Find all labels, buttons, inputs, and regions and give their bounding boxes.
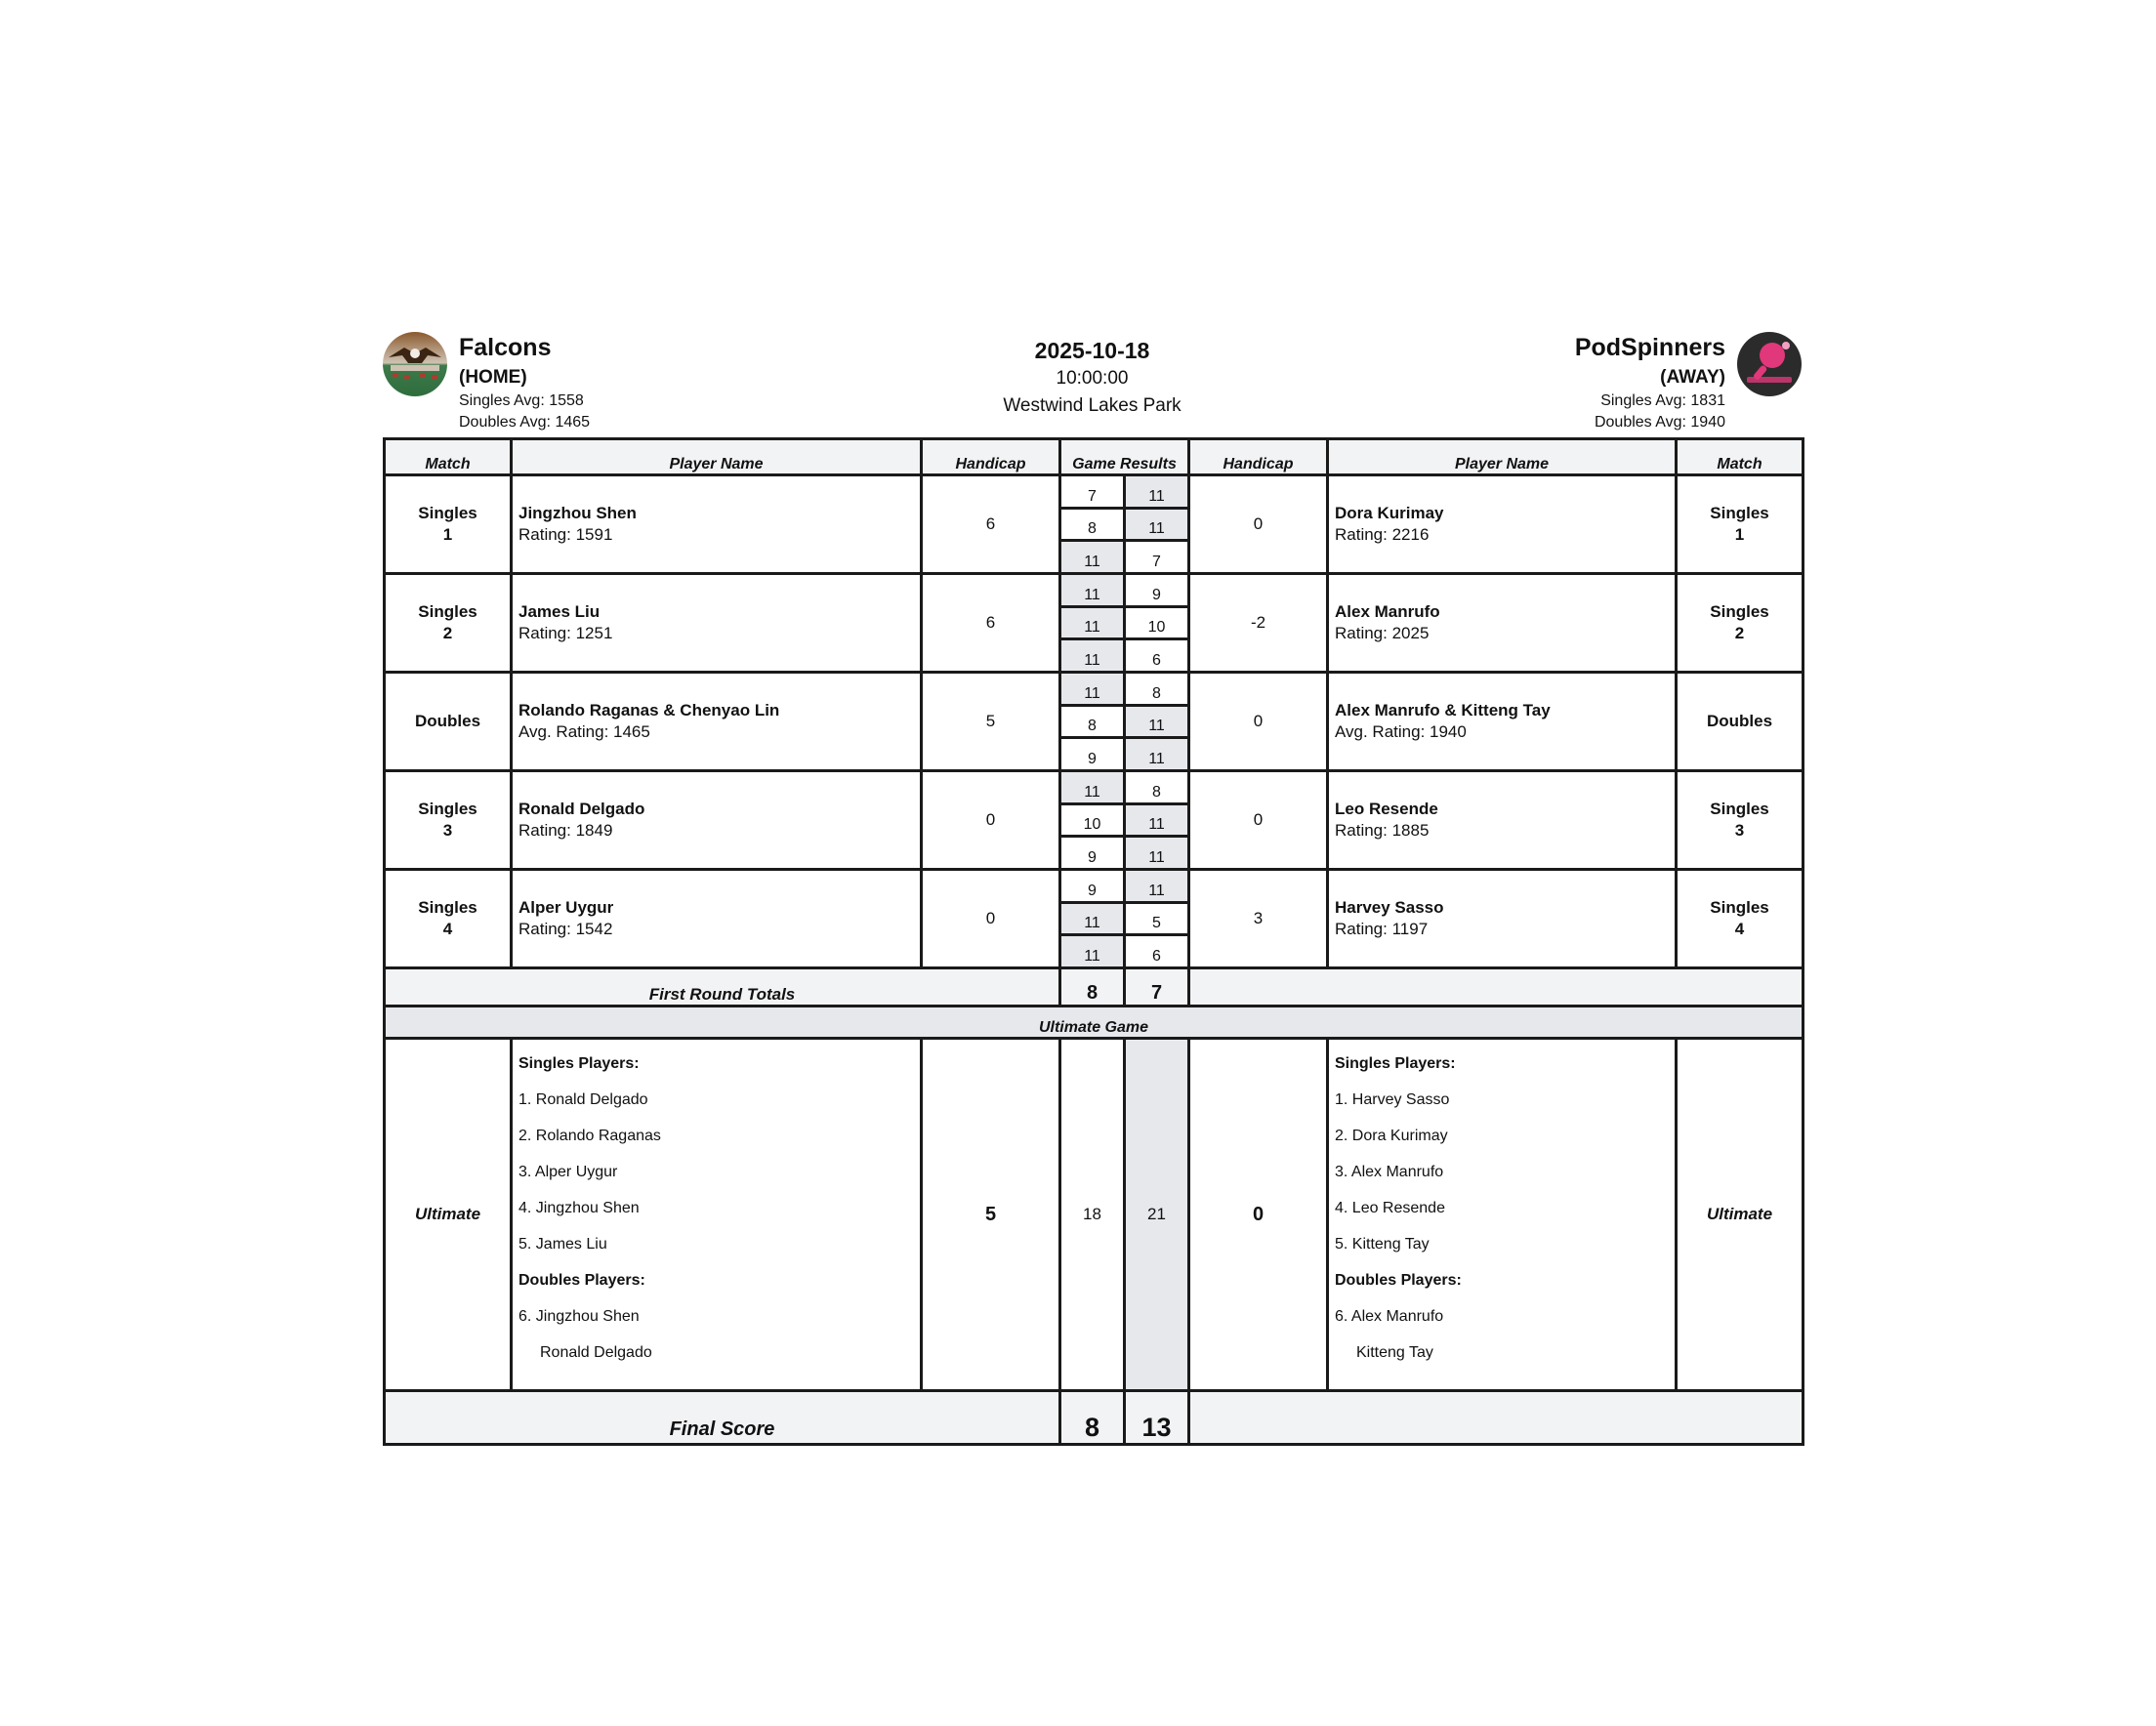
match-game-row [385,673,1804,706]
away-player-rating: Avg. Rating: 1940 [1335,722,1467,741]
home-match-type: Singles [418,504,477,522]
away-ultimate-lineup [1328,1039,1677,1391]
event-time: 10:00:00 [1056,368,1129,389]
home-match-number: 2 [442,624,453,642]
home-player-rating: Rating: 1591 [518,525,613,544]
home-game-score: 11 [1060,639,1125,673]
away-game-score: 11 [1125,475,1189,509]
match-table [383,437,1804,1446]
home-match-number: 1 [442,525,453,544]
home-game-score: 11 [1060,771,1125,804]
final-home-score: 8 [1060,1391,1125,1445]
away-game-score: 7 [1125,541,1189,574]
away-player-rating: Rating: 2216 [1335,525,1430,544]
first-round-totals-row [385,968,1804,1007]
away-handicap: -2 [1189,574,1328,673]
event-date: 2025-10-18 [1034,338,1150,363]
away-game-score: 8 [1125,673,1189,706]
home-player-rating: Rating: 1251 [518,624,613,642]
home-game-score: 11 [1060,574,1125,607]
lineup-line: Ronald Delgado [540,1344,652,1361]
away-player-cell [1328,771,1677,870]
final-away-score: 13 [1125,1391,1189,1445]
away-match-type: Doubles [1706,712,1773,730]
away-player-name: Leo Resende [1335,800,1438,818]
home-match-header: Match [385,439,512,475]
home-match-number: 3 [442,821,453,840]
final-score-label: Final Score [385,1391,1060,1445]
lineup-line: 2. Rolando Raganas [518,1128,661,1144]
away-player-name: Alex Manrufo [1335,602,1440,621]
first-round-label: First Round Totals [385,968,1060,1007]
home-player-rating: Rating: 1849 [518,821,613,840]
home-game-score: 10 [1060,803,1125,837]
home-player-name: James Liu [518,602,601,621]
home-match-cell [385,771,512,870]
home-player-cell [512,870,922,968]
scoresheet-header [383,332,1802,437]
home-match-cell [385,574,512,673]
home-handicap: 0 [922,771,1060,870]
table-header-row [385,439,1804,475]
away-player-cell [1328,673,1677,771]
home-game-score: 8 [1060,705,1125,738]
final-score-row [385,1391,1804,1445]
away-ultimate-label: Ultimate [1677,1039,1804,1391]
home-handicap: 6 [922,574,1060,673]
away-singles-avg: Singles Avg: 1831 [1600,392,1725,409]
home-player-cell [512,673,922,771]
home-game-score: 11 [1060,935,1125,968]
lineup-line: Doubles Players: [1335,1272,1462,1289]
first-round-home-total: 8 [1060,968,1125,1007]
match-game-row [385,475,1804,509]
ultimate-game-bar [385,1007,1804,1039]
away-handicap: 3 [1189,870,1328,968]
home-player-cell [512,574,922,673]
home-player-header: Player Name [512,439,922,475]
away-game-score: 11 [1125,837,1189,870]
away-player-rating: Rating: 2025 [1335,624,1430,642]
home-match-type: Singles [418,602,477,621]
away-ultimate-handicap: 0 [1189,1039,1328,1391]
home-handicap: 0 [922,870,1060,968]
game-results-header: Game Results [1060,439,1189,475]
away-game-score: 8 [1125,771,1189,804]
home-game-score: 9 [1060,738,1125,771]
away-team-role: (AWAY) [1660,367,1725,388]
home-handicap: 5 [922,673,1060,771]
away-player-name: Alex Manrufo & Kitteng Tay [1335,701,1551,719]
match-game-row [385,574,1804,607]
home-game-score: 11 [1060,541,1125,574]
event-venue: Westwind Lakes Park [1003,395,1182,416]
lineup-line: Singles Players: [518,1055,640,1072]
away-player-rating: Rating: 1885 [1335,821,1430,840]
lineup-line: Singles Players: [1335,1055,1456,1072]
lineup-line: Kitteng Tay [1356,1344,1433,1361]
lineup-line: 5. Kitteng Tay [1335,1236,1430,1253]
away-game-score: 6 [1125,935,1189,968]
away-match-cell [1677,673,1804,771]
away-player-rating: Rating: 1197 [1335,920,1429,938]
away-game-score: 10 [1125,606,1189,639]
first-round-blank [1189,968,1804,1007]
ultimate-game-label: Ultimate Game [385,1007,1804,1039]
lineup-line: 1. Ronald Delgado [518,1091,648,1108]
away-match-cell [1677,574,1804,673]
home-player-cell [512,771,922,870]
away-doubles-avg: Doubles Avg: 1940 [1594,414,1725,431]
away-team-name: PodSpinners [1574,334,1725,361]
match-game-row [385,771,1804,804]
away-match-header: Match [1677,439,1804,475]
away-player-name: Dora Kurimay [1335,504,1444,522]
away-match-cell [1677,870,1804,968]
home-game-score: 11 [1060,606,1125,639]
home-game-score: 7 [1060,475,1125,509]
away-match-type: Singles [1710,800,1769,818]
home-ultimate-score: 18 [1060,1039,1125,1391]
away-handicap-header: Handicap [1189,439,1328,475]
lineup-line: 6. Alex Manrufo [1335,1308,1444,1325]
lineup-line: 4. Jingzhou Shen [518,1200,640,1216]
away-team-info [1575,332,1725,433]
ultimate-row [385,1039,1804,1391]
home-match-number: 4 [442,920,453,938]
home-team-name: Falcons [459,334,552,361]
away-player-cell [1328,870,1677,968]
scoresheet [383,332,1802,1442]
away-player-cell [1328,574,1677,673]
away-match-number: 3 [1734,821,1745,840]
home-match-cell [385,475,512,574]
match-game-row [385,870,1804,903]
home-match-type: Singles [418,898,477,917]
home-team-role: (HOME) [459,367,527,388]
home-match-cell [385,673,512,771]
away-match-type: Singles [1710,898,1769,917]
away-match-cell [1677,475,1804,574]
away-player-name: Harvey Sasso [1335,898,1444,917]
lineup-line: 2. Dora Kurimay [1335,1128,1448,1144]
lineup-line: 6. Jingzhou Shen [518,1308,640,1325]
lineup-line: Doubles Players: [518,1272,645,1289]
away-match-number: 2 [1734,624,1745,642]
home-match-type: Doubles [414,712,481,730]
home-player-rating: Avg. Rating: 1465 [518,722,650,741]
final-score-blank [1189,1391,1804,1445]
away-game-score: 11 [1125,870,1189,903]
away-game-score: 5 [1125,902,1189,935]
away-match-type: Singles [1710,602,1769,621]
lineup-line: 3. Alex Manrufo [1335,1164,1444,1180]
away-handicap: 0 [1189,771,1328,870]
away-player-header: Player Name [1328,439,1677,475]
home-player-rating: Rating: 1542 [518,920,613,938]
away-game-score: 9 [1125,574,1189,607]
away-game-score: 11 [1125,508,1189,541]
away-game-score: 11 [1125,705,1189,738]
home-handicap-header: Handicap [922,439,1060,475]
away-game-score: 6 [1125,639,1189,673]
lineup-line: 5. James Liu [518,1236,607,1253]
home-game-score: 11 [1060,902,1125,935]
home-game-score: 9 [1060,870,1125,903]
home-handicap: 6 [922,475,1060,574]
home-game-score: 9 [1060,837,1125,870]
home-ultimate-lineup [512,1039,922,1391]
ping-pong-paddle-logo [1737,332,1802,396]
home-ultimate-label: Ultimate [385,1039,512,1391]
away-game-score: 11 [1125,803,1189,837]
home-match-type: Singles [418,800,477,818]
away-match-number: 4 [1734,920,1745,938]
away-match-number: 1 [1734,525,1745,544]
match-rows [385,475,1804,968]
away-player-cell [1328,475,1677,574]
away-match-type: Singles [1710,504,1769,522]
home-match-cell [385,870,512,968]
away-handicap: 0 [1189,475,1328,574]
home-game-score: 11 [1060,673,1125,706]
home-player-name: Ronald Delgado [518,800,645,818]
first-round-away-total: 7 [1125,968,1189,1007]
away-game-score: 11 [1125,738,1189,771]
away-match-cell [1677,771,1804,870]
lineup-line: 4. Leo Resende [1335,1200,1445,1216]
home-player-name: Jingzhou Shen [518,504,637,522]
home-player-name: Rolando Raganas & Chenyao Lin [518,701,780,719]
home-doubles-avg: Doubles Avg: 1465 [459,414,591,431]
lineup-line: 3. Alper Uygur [518,1164,618,1180]
away-handicap: 0 [1189,673,1328,771]
home-game-score: 8 [1060,508,1125,541]
home-singles-avg: Singles Avg: 1558 [459,392,584,409]
home-player-name: Alper Uygur [518,898,614,917]
home-player-cell [512,475,922,574]
away-ultimate-score: 21 [1125,1039,1189,1391]
lineup-line: 1. Harvey Sasso [1335,1091,1450,1108]
home-ultimate-handicap: 5 [922,1039,1060,1391]
